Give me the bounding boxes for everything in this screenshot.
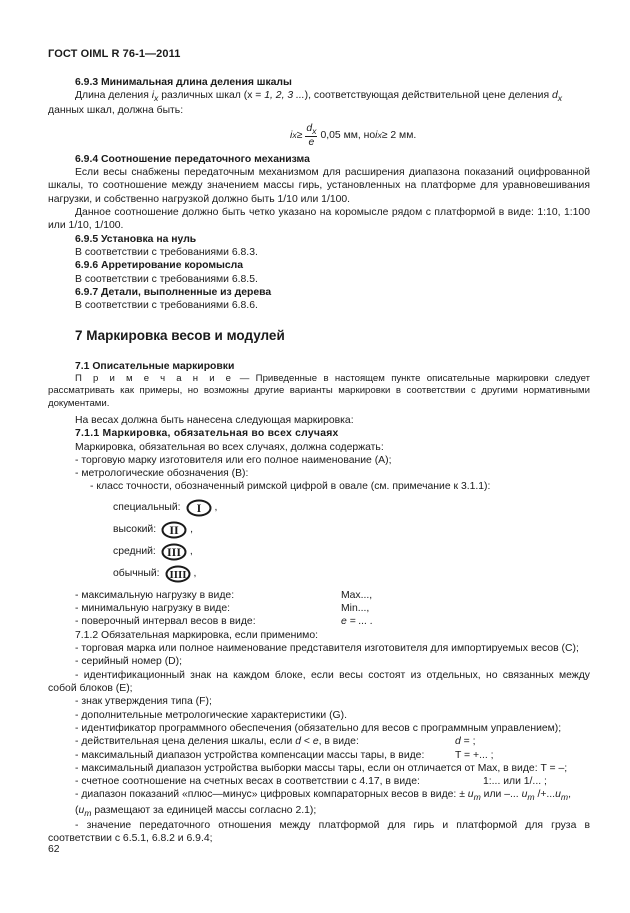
list-item-counting-ratio: - счетное соотношение на счетных весах в соответствии с 4.17, в виде: 1:... или 1/... ; — [75, 776, 547, 788]
paragraph-7-1-1-lead: Маркировка, обязательная во всех случаях, должна содержать: — [75, 441, 384, 453]
list-item-tare-selection: - максимальный диапазон устройства выборки массы тары, если он отличается от Max, в виде: T = –; — [75, 762, 568, 774]
document-body — [48, 76, 590, 845]
heading-6-9-6: 6.9.6 Арретирование коромысла — [75, 260, 244, 272]
list-item-transmission-ratio: - значение передаточного отношения между платформой для гирь и платформой для груза в соответствии с 6.5.1, 6.8.2 и 6.9.4; — [48, 819, 590, 845]
list-item-trademark: - торговую марку изготовителя или его полное наименование (А); — [75, 454, 392, 466]
document-header: ГОСТ OIML R 76-1—2011 — [48, 48, 181, 60]
list-item-actual-division: - действительная цена деления шкалы, если d < e, в виде: d = ; — [75, 736, 476, 748]
svg-text:II: II — [169, 522, 179, 537]
class-row-ordinary: обычный: IIII , — [48, 563, 590, 585]
paragraph-6-9-4: Если весы снабжены передаточным механизмом для расширения диапазона показаний оцифрованной шкалы, то соотношение между значением массы гирь, установленных на платформе для уравновешивания нагрузки, и собственно нагрузкой должно быть 1/10 или 1/100. — [48, 167, 590, 205]
page-number: 62 — [48, 844, 60, 855]
list-item-block-id: - идентификационный знак на каждом блоке, если весы состоят из отдельных, но связанных между собой блоков (Е); — [48, 669, 590, 694]
list-item-accuracy-class: - класс точности, обозначенный римской цифрой в овале (см. примечание к 3.1.1): — [90, 481, 491, 493]
list-item-plus-minus-range: - диапазон показаний «плюс—минус» цифровых компараторных весов в виде: ± $u_m$ или –... $u_m$ $/+...u_m$, — [75, 789, 571, 803]
list-item-extra-metrology: - дополнительные метрологические характеристики (G). — [75, 709, 347, 721]
class-oval-iii-icon — [161, 543, 187, 561]
class-row-medium: средний: III , — [113, 544, 193, 559]
load-row-interval: - поверочный интервал весов в виде: e = ... . — [75, 616, 374, 628]
paragraph-6-9-6: В соответствии с требованиями 6.8.5. — [75, 273, 258, 285]
load-row-max: - максимальную нагрузку в виде: Max..., — [75, 589, 373, 601]
svg-text:I: I — [196, 500, 201, 515]
svg-text:III: III — [166, 544, 181, 559]
heading-7-1-1: 7.1.1 Маркировка, обязательная во всех случаях — [75, 428, 339, 440]
heading-7-1: 7.1 Описательные маркировки — [75, 360, 235, 372]
paragraph-6-9-3: Длина деления $i_x$ различных шкал (x = 1, 2, 3 ...), соответствующая действительной цене деления $d_x$ — [75, 90, 563, 104]
paragraph-7-1-intro: На весах должна быть нанесена следующая маркировка: — [75, 414, 354, 426]
formula-division-length: i x ≥ $\frac{d_x}{e}$ 0,05 мм, но i x ≥ 2 мм. — [290, 122, 417, 149]
class-oval-iiii-icon — [165, 565, 191, 583]
list-item-plus-minus-range-cont: ($u_m$ размещают за единицей массы согласно 2.1); — [75, 804, 317, 818]
heading-6-9-3: 6.9.3 Минимальная длина деления шкалы — [75, 77, 292, 88]
list-item-importer: - торговая марка или полное наименование представителя изготовителя для импортируемых весов (С); — [75, 643, 579, 655]
svg-text:IIII: IIII — [168, 568, 187, 581]
paragraph-6-9-4-b: Данное соотношение должно быть четко указано на коромысле рядом с платформой в виде: 1:10, 1:100 или 1/10, 1/100. — [48, 207, 590, 232]
load-row-min: - минимальную нагрузку в виде: Min..., — [75, 603, 370, 615]
paragraph-6-9-3-cont: данных шкал, должна быть: — [48, 105, 184, 117]
heading-6-9-5: 6.9.5 Установка на нуль — [75, 233, 197, 245]
class-row-special: специальный: I , — [113, 500, 218, 515]
list-item-tare-compensation: - максимальный диапазон устройства компенсации массы тары, в виде: T = +... ; — [75, 749, 494, 761]
note-7-1: П р и м е ч а н и е — Приведенные в настоящем пункте описательные маркировки следует рассматривать как примеры, но возможны другие варианты маркировки в соответствии с другими нормативными документами. — [48, 373, 591, 409]
class-row-high: высокий: II , — [113, 522, 194, 537]
class-oval-ii-icon — [161, 521, 187, 539]
paragraph-6-9-7: В соответствии с требованиями 6.8.6. — [75, 300, 258, 312]
list-item-software-id: - идентификатор программного обеспечения (обязательно для весов с программным управлением); — [75, 722, 562, 734]
list-item-type-approval: - знак утверждения типа (F); — [75, 696, 212, 708]
heading-7-1-2: 7.1.2 Обязательная маркировка, если применимо: — [75, 629, 318, 641]
fraction: $\frac{d_x}{e}$ — [306, 122, 317, 149]
heading-6-9-4: 6.9.4 Соотношение передаточного механизма — [75, 153, 310, 165]
paragraph-6-9-5: В соответствии с требованиями 6.8.3. — [75, 246, 258, 258]
heading-6-9-7: 6.9.7 Детали, выполненные из дерева — [75, 286, 272, 298]
accuracy-class-list — [48, 497, 590, 585]
section-7-title: 7 Маркировка весов и модулей — [75, 327, 285, 343]
class-oval-i-icon — [186, 499, 212, 517]
list-item-serial: - серийный номер (D); — [75, 656, 183, 668]
list-item-metrology: - метрологические обозначения (В): — [75, 468, 249, 480]
